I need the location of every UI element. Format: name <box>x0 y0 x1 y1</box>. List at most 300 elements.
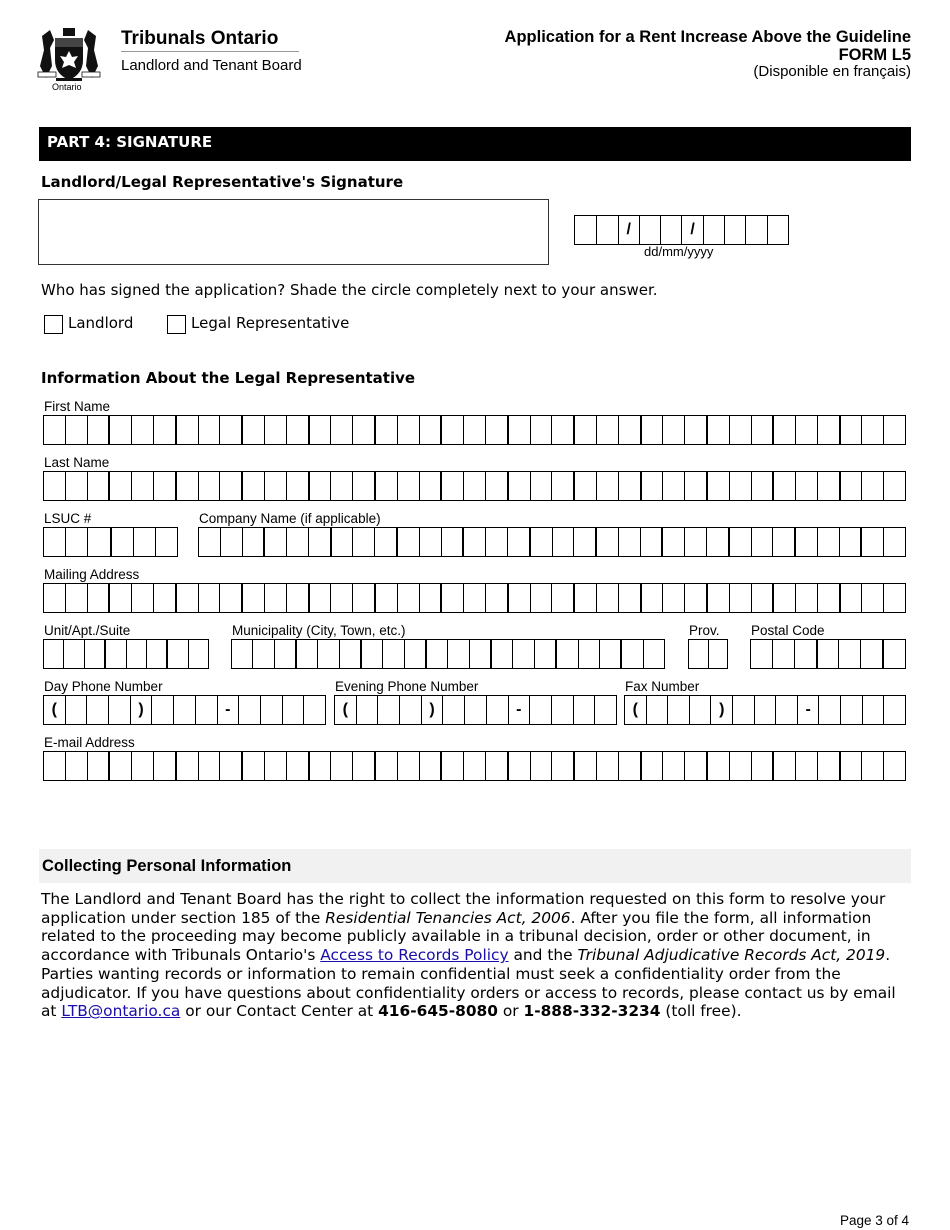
char-cell[interactable] <box>772 584 795 612</box>
phone-digit-cell[interactable] <box>260 696 282 724</box>
char-cell[interactable] <box>199 528 220 556</box>
char-cell[interactable] <box>618 752 640 780</box>
char-cell[interactable] <box>241 584 264 612</box>
char-cell[interactable] <box>241 416 264 444</box>
signature-field[interactable] <box>38 199 549 265</box>
char-cell[interactable] <box>108 752 131 780</box>
char-cell[interactable] <box>308 472 331 500</box>
char-cell[interactable] <box>883 528 905 556</box>
char-cell[interactable] <box>44 752 65 780</box>
char-cell[interactable] <box>596 584 618 612</box>
char-cell[interactable] <box>87 752 109 780</box>
char-cell[interactable] <box>63 640 83 668</box>
evening-phone-field[interactable] <box>334 695 617 725</box>
signature-date-field[interactable] <box>574 215 789 245</box>
char-cell[interactable] <box>795 584 817 612</box>
char-cell[interactable] <box>396 528 419 556</box>
char-cell[interactable] <box>87 416 109 444</box>
char-cell[interactable] <box>838 640 860 668</box>
char-cell[interactable] <box>219 472 241 500</box>
char-cell[interactable] <box>286 528 308 556</box>
char-cell[interactable] <box>198 472 220 500</box>
char-cell[interactable] <box>751 472 773 500</box>
landlord-checkbox[interactable] <box>44 315 63 334</box>
char-cell[interactable] <box>595 528 618 556</box>
char-cell[interactable] <box>153 752 175 780</box>
char-cell[interactable] <box>404 640 425 668</box>
char-cell[interactable] <box>65 416 87 444</box>
char-cell[interactable] <box>596 472 618 500</box>
char-cell[interactable] <box>729 416 751 444</box>
char-cell[interactable] <box>555 640 577 668</box>
char-cell[interactable] <box>772 416 795 444</box>
char-cell[interactable] <box>817 528 839 556</box>
char-cell[interactable] <box>264 752 286 780</box>
char-cell[interactable] <box>551 416 573 444</box>
date-digit-cell[interactable] <box>660 216 681 244</box>
phone-digit-cell[interactable] <box>238 696 260 724</box>
date-digit-cell[interactable] <box>767 216 788 244</box>
char-cell[interactable] <box>374 752 397 780</box>
lsuc-field[interactable] <box>43 527 178 557</box>
char-cell[interactable] <box>175 416 198 444</box>
char-cell[interactable] <box>485 584 507 612</box>
char-cell[interactable] <box>640 528 662 556</box>
char-cell[interactable] <box>166 640 187 668</box>
char-cell[interactable] <box>469 640 490 668</box>
phone-digit-cell[interactable] <box>775 696 797 724</box>
char-cell[interactable] <box>794 528 817 556</box>
char-cell[interactable] <box>530 472 552 500</box>
char-cell[interactable] <box>374 528 396 556</box>
char-cell[interactable] <box>463 752 485 780</box>
phone-digit-cell[interactable] <box>594 696 616 724</box>
char-cell[interactable] <box>104 640 125 668</box>
char-cell[interactable] <box>308 528 330 556</box>
char-cell[interactable] <box>131 472 153 500</box>
char-cell[interactable] <box>534 640 555 668</box>
phone-digit-cell[interactable] <box>195 696 217 724</box>
char-cell[interactable] <box>794 640 816 668</box>
char-cell[interactable] <box>573 584 596 612</box>
char-cell[interactable] <box>188 640 208 668</box>
char-cell[interactable] <box>286 472 308 500</box>
char-cell[interactable] <box>599 640 620 668</box>
char-cell[interactable] <box>551 584 573 612</box>
char-cell[interactable] <box>883 472 905 500</box>
char-cell[interactable] <box>131 752 153 780</box>
char-cell[interactable] <box>463 416 485 444</box>
phone-digit-cell[interactable] <box>551 696 573 724</box>
char-cell[interactable] <box>352 584 374 612</box>
date-digit-cell[interactable] <box>745 216 766 244</box>
char-cell[interactable] <box>65 584 87 612</box>
char-cell[interactable] <box>317 640 338 668</box>
char-cell[interactable] <box>751 416 773 444</box>
char-cell[interactable] <box>374 584 397 612</box>
char-cell[interactable] <box>684 472 706 500</box>
char-cell[interactable] <box>110 528 133 556</box>
char-cell[interactable] <box>44 640 63 668</box>
char-cell[interactable] <box>861 584 883 612</box>
char-cell[interactable] <box>507 416 530 444</box>
char-cell[interactable] <box>485 528 507 556</box>
char-cell[interactable] <box>108 584 131 612</box>
date-digit-cell[interactable] <box>596 216 617 244</box>
char-cell[interactable] <box>596 752 618 780</box>
char-cell[interactable] <box>689 640 708 668</box>
last-name-label: Last Name <box>44 455 110 470</box>
char-cell[interactable] <box>219 584 241 612</box>
char-cell[interactable] <box>552 528 574 556</box>
phone-digit-cell[interactable] <box>464 696 486 724</box>
first-name-field[interactable] <box>43 415 906 445</box>
access-records-link[interactable]: Access to Records Policy <box>320 946 509 965</box>
char-cell[interactable] <box>618 472 640 500</box>
char-cell[interactable] <box>419 416 441 444</box>
char-cell[interactable] <box>198 584 220 612</box>
char-cell[interactable] <box>108 416 131 444</box>
char-cell[interactable] <box>286 416 308 444</box>
char-cell[interactable] <box>65 528 87 556</box>
phone-digit-cell[interactable] <box>65 696 87 724</box>
char-cell[interactable] <box>382 640 403 668</box>
phone-digit-cell[interactable] <box>732 696 754 724</box>
day-phone-label: Day Phone Number <box>44 679 163 694</box>
char-cell[interactable] <box>220 528 242 556</box>
char-cell[interactable] <box>596 416 618 444</box>
char-cell[interactable] <box>883 416 905 444</box>
phone-digit-cell[interactable] <box>754 696 776 724</box>
char-cell[interactable] <box>706 528 728 556</box>
char-cell[interactable] <box>490 640 512 668</box>
char-cell[interactable] <box>620 640 642 668</box>
char-cell[interactable] <box>706 584 729 612</box>
char-cell[interactable] <box>146 640 166 668</box>
char-cell[interactable] <box>772 472 795 500</box>
char-cell[interactable] <box>352 416 374 444</box>
date-digit-cell[interactable] <box>575 216 596 244</box>
char-cell[interactable] <box>708 640 728 668</box>
char-cell[interactable] <box>252 640 273 668</box>
org-subtitle: Landlord and Tenant Board <box>121 57 302 74</box>
char-cell[interactable] <box>861 472 883 500</box>
char-cell[interactable] <box>419 752 441 780</box>
evening-phone-label: Evening Phone Number <box>335 679 479 694</box>
char-cell[interactable] <box>684 416 706 444</box>
phone-digit-cell[interactable] <box>442 696 464 724</box>
char-cell[interactable] <box>573 528 595 556</box>
phone-digit-cell[interactable] <box>646 696 668 724</box>
char-cell[interactable] <box>861 752 883 780</box>
unit-field[interactable] <box>43 639 209 669</box>
char-cell[interactable] <box>883 584 905 612</box>
char-cell[interactable] <box>684 528 706 556</box>
char-cell[interactable] <box>274 640 295 668</box>
char-cell[interactable] <box>286 752 308 780</box>
char-cell[interactable] <box>507 472 530 500</box>
char-cell[interactable] <box>175 472 198 500</box>
char-cell[interactable] <box>198 416 220 444</box>
char-cell[interactable] <box>883 752 905 780</box>
char-cell[interactable] <box>419 528 441 556</box>
char-cell[interactable] <box>44 584 65 612</box>
char-cell[interactable] <box>839 528 861 556</box>
char-cell[interactable] <box>551 752 573 780</box>
char-cell[interactable] <box>425 640 447 668</box>
char-cell[interactable] <box>308 584 331 612</box>
char-cell[interactable] <box>507 528 529 556</box>
char-cell[interactable] <box>772 752 795 780</box>
char-cell[interactable] <box>729 472 751 500</box>
municipality-field[interactable] <box>231 639 665 669</box>
char-cell[interactable] <box>374 416 397 444</box>
char-cell[interactable] <box>618 416 640 444</box>
phone-digit-cell[interactable] <box>689 696 711 724</box>
char-cell[interactable] <box>352 752 374 780</box>
char-cell[interactable] <box>131 416 153 444</box>
char-cell[interactable] <box>618 528 640 556</box>
char-cell[interactable] <box>153 584 175 612</box>
char-cell[interactable] <box>640 416 663 444</box>
email-field[interactable] <box>43 751 906 781</box>
company-name-field[interactable] <box>198 527 906 557</box>
char-cell[interactable] <box>108 472 131 500</box>
char-cell[interactable] <box>640 472 663 500</box>
date-digit-cell[interactable] <box>639 216 660 244</box>
first-name-label: First Name <box>44 399 111 414</box>
char-cell[interactable] <box>440 584 463 612</box>
char-cell[interactable] <box>397 584 419 612</box>
char-cell[interactable] <box>662 584 684 612</box>
province-field[interactable] <box>688 639 728 669</box>
phone-digit-cell[interactable] <box>377 696 399 724</box>
char-cell[interactable] <box>485 416 507 444</box>
legal-rep-checkbox[interactable] <box>167 315 186 334</box>
char-cell[interactable] <box>87 584 109 612</box>
char-cell[interactable] <box>264 472 286 500</box>
privacy-paragraph: The Landlord and Tenant Board has the right to collect the information requested on this form to resolve your application under section 185 of the Residential Tenancies Act, 2006. After you file the form, all information related to the proceeding may become publicly available in a tribunal decision, order or other document, in accordance with Tribunals Ontario's Access to Records Policy and the Tribunal Adjudicative Records Act, 2019. Parties wanting records or information to remain confidential must seek a confidentiality order from the adjudicator. If you have questions about confidentiality orders or access to records, please contact us by email at LTB@ontario.ca or our Contact Center at 416-645-8080 or 1-888-332-3234 (toll free). <box>41 890 896 1021</box>
char-cell[interactable] <box>84 640 104 668</box>
phone-digit-cell[interactable] <box>862 696 884 724</box>
phone-digit-cell[interactable] <box>840 696 862 724</box>
char-cell[interactable] <box>795 416 817 444</box>
char-cell[interactable] <box>706 416 729 444</box>
day-phone-field[interactable] <box>43 695 326 725</box>
char-cell[interactable] <box>440 752 463 780</box>
char-cell[interactable] <box>684 584 706 612</box>
fax-label: Fax Number <box>625 679 700 694</box>
char-cell[interactable] <box>662 472 684 500</box>
char-cell[interactable] <box>643 640 664 668</box>
char-cell[interactable] <box>126 640 146 668</box>
char-cell[interactable] <box>242 528 264 556</box>
char-cell[interactable] <box>640 584 663 612</box>
char-cell[interactable] <box>440 472 463 500</box>
char-cell[interactable] <box>463 584 485 612</box>
char-cell[interactable] <box>662 416 684 444</box>
char-cell[interactable] <box>263 528 286 556</box>
char-cell[interactable] <box>817 416 839 444</box>
date-digit-cell[interactable] <box>703 216 724 244</box>
date-digit-cell[interactable] <box>724 216 745 244</box>
char-cell[interactable] <box>374 472 397 500</box>
char-cell[interactable] <box>729 584 751 612</box>
char-cell[interactable] <box>795 472 817 500</box>
char-cell[interactable] <box>640 752 663 780</box>
char-cell[interactable] <box>839 752 862 780</box>
char-cell[interactable] <box>44 416 65 444</box>
char-cell[interactable] <box>816 640 839 668</box>
char-cell[interactable] <box>87 472 109 500</box>
char-cell[interactable] <box>751 640 772 668</box>
char-cell[interactable] <box>352 528 374 556</box>
char-cell[interactable] <box>264 416 286 444</box>
char-cell[interactable] <box>751 752 773 780</box>
char-cell[interactable] <box>155 528 177 556</box>
char-cell[interactable] <box>573 752 596 780</box>
char-cell[interactable] <box>662 752 684 780</box>
postal-code-field[interactable] <box>750 639 906 669</box>
char-cell[interactable] <box>330 416 352 444</box>
phone-digit-cell[interactable] <box>399 696 421 724</box>
char-cell[interactable] <box>530 584 552 612</box>
phone-digit-cell[interactable] <box>173 696 195 724</box>
char-cell[interactable] <box>87 528 109 556</box>
char-cell[interactable] <box>772 640 794 668</box>
char-cell[interactable] <box>241 472 264 500</box>
char-cell[interactable] <box>447 640 468 668</box>
char-cell[interactable] <box>706 472 729 500</box>
contact-phone-tollfree: 1-888-332-3234 <box>523 1002 661 1021</box>
char-cell[interactable] <box>419 472 441 500</box>
province-label: Prov. <box>689 623 720 638</box>
char-cell[interactable] <box>507 752 530 780</box>
char-cell[interactable] <box>286 584 308 612</box>
phone-digit-cell[interactable] <box>282 696 304 724</box>
char-cell[interactable] <box>241 752 264 780</box>
char-cell[interactable] <box>772 528 794 556</box>
char-cell[interactable] <box>308 752 331 780</box>
char-cell[interactable] <box>684 752 706 780</box>
char-cell[interactable] <box>397 416 419 444</box>
char-cell[interactable] <box>618 584 640 612</box>
fax-field[interactable] <box>624 695 906 725</box>
char-cell[interactable] <box>65 752 87 780</box>
char-cell[interactable] <box>860 528 883 556</box>
phone-close-paren: ) <box>710 696 732 724</box>
char-cell[interactable] <box>512 640 533 668</box>
phone-digit-cell[interactable] <box>818 696 840 724</box>
char-cell[interactable] <box>661 528 684 556</box>
char-cell[interactable] <box>295 640 317 668</box>
char-cell[interactable] <box>131 584 153 612</box>
char-cell[interactable] <box>153 472 175 500</box>
char-cell[interactable] <box>861 416 883 444</box>
char-cell[interactable] <box>397 472 419 500</box>
char-cell[interactable] <box>419 584 441 612</box>
char-cell[interactable] <box>817 584 839 612</box>
phone-digit-cell[interactable] <box>667 696 689 724</box>
char-cell[interactable] <box>817 472 839 500</box>
char-cell[interactable] <box>817 752 839 780</box>
char-cell[interactable] <box>352 472 374 500</box>
char-cell[interactable] <box>175 584 198 612</box>
char-cell[interactable] <box>441 528 463 556</box>
char-cell[interactable] <box>44 528 65 556</box>
char-cell[interactable] <box>573 416 596 444</box>
phone-digit-cell[interactable] <box>356 696 378 724</box>
char-cell[interactable] <box>133 528 155 556</box>
phone-digit-cell[interactable] <box>151 696 173 724</box>
char-cell[interactable] <box>839 416 862 444</box>
char-cell[interactable] <box>330 752 352 780</box>
last-name-field[interactable] <box>43 471 906 501</box>
char-cell[interactable] <box>198 752 220 780</box>
char-cell[interactable] <box>65 472 87 500</box>
char-cell[interactable] <box>485 472 507 500</box>
char-cell[interactable] <box>330 584 352 612</box>
char-cell[interactable] <box>839 472 862 500</box>
phone-digit-cell[interactable] <box>86 696 108 724</box>
char-cell[interactable] <box>706 752 729 780</box>
phone-digit-cell[interactable] <box>108 696 130 724</box>
phone-digit-cell[interactable] <box>486 696 508 724</box>
char-cell[interactable] <box>507 584 530 612</box>
phone-digit-cell[interactable] <box>573 696 595 724</box>
char-cell[interactable] <box>551 472 573 500</box>
phone-digit-cell[interactable] <box>303 696 325 724</box>
char-cell[interactable] <box>751 584 773 612</box>
char-cell[interactable] <box>397 752 419 780</box>
char-cell[interactable] <box>462 528 485 556</box>
char-cell[interactable] <box>264 584 286 612</box>
phone-digit-cell[interactable] <box>883 696 905 724</box>
char-cell[interactable] <box>219 416 241 444</box>
char-cell[interactable] <box>530 752 552 780</box>
char-cell[interactable] <box>839 584 862 612</box>
char-cell[interactable] <box>330 472 352 500</box>
char-cell[interactable] <box>308 416 331 444</box>
char-cell[interactable] <box>795 752 817 780</box>
char-cell[interactable] <box>751 528 773 556</box>
mailing-address-field[interactable] <box>43 583 906 613</box>
char-cell[interactable] <box>529 528 552 556</box>
char-cell[interactable] <box>339 640 360 668</box>
phone-dash: - <box>217 696 239 724</box>
char-cell[interactable] <box>153 416 175 444</box>
char-cell[interactable] <box>578 640 599 668</box>
char-cell[interactable] <box>573 472 596 500</box>
char-cell[interactable] <box>360 640 382 668</box>
char-cell[interactable] <box>440 416 463 444</box>
char-cell[interactable] <box>530 416 552 444</box>
char-cell[interactable] <box>729 752 751 780</box>
char-cell[interactable] <box>232 640 252 668</box>
char-cell[interactable] <box>463 472 485 500</box>
char-cell[interactable] <box>44 472 65 500</box>
char-cell[interactable] <box>860 640 882 668</box>
char-cell[interactable] <box>175 752 198 780</box>
char-cell[interactable] <box>728 528 751 556</box>
char-cell[interactable] <box>219 752 241 780</box>
email-link[interactable]: LTB@ontario.ca <box>61 1002 181 1021</box>
char-cell[interactable] <box>330 528 353 556</box>
char-cell[interactable] <box>882 640 905 668</box>
phone-digit-cell[interactable] <box>529 696 551 724</box>
rta-title: Residential Tenancies Act, 2006 <box>325 908 571 927</box>
char-cell[interactable] <box>485 752 507 780</box>
